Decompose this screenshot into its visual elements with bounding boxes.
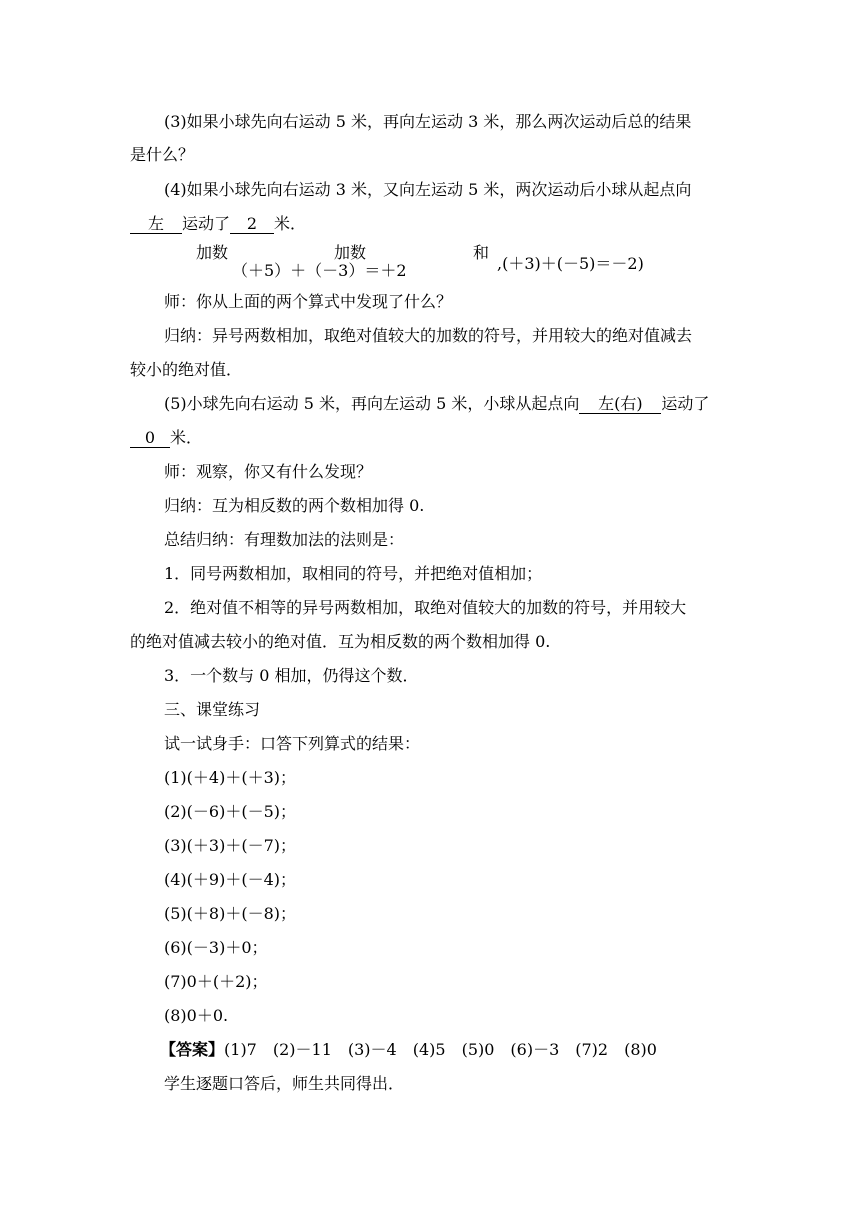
q5-line1 [164, 394, 709, 414]
q5-blank-direction: 左(右) [579, 395, 661, 414]
q4-blank-distance: 2 [230, 215, 274, 234]
q4-mid-text: 运动了 [182, 214, 231, 233]
q5-tail-text: 米． [170, 428, 203, 447]
rule-2-line1: 2．绝对值不相等的异号两数相加，取绝对值较大的加数的符号，并用较大 [164, 598, 687, 617]
exercise-item: (6)(－3)＋0； [164, 938, 268, 957]
addend-label-2: 加数 [334, 243, 367, 262]
summary-1-line1: 归纳：异号两数相加，取绝对值较大的加数的符号，并用较大的绝对值减去 [164, 326, 693, 345]
answer-text: (1)7 (2)－11 (3)－4 (4)5 (5)0 (6)－3 (7)2 (8)0 [224, 1040, 657, 1059]
exercise-item: (4)(＋9)＋(－4)； [164, 870, 296, 889]
rule-2-line2: 的绝对值减去较小的绝对值．互为相反数的两个数相加得 0. [130, 632, 551, 651]
summary-1-line2: 较小的绝对值． [130, 360, 243, 379]
section-heading: 三、课堂练习 [164, 700, 261, 719]
q5-text-post: 运动了 [661, 394, 710, 413]
summary-2: 归纳：互为相反数的两个数相加得 0. [164, 496, 425, 515]
formula-expression-2: ,(＋3)＋(－5)＝－2) [497, 254, 644, 273]
exercise-item: (5)(＋8)＋(－8)； [164, 904, 296, 923]
exercise-item: (8)0＋0. [164, 1006, 229, 1025]
rules-title: 总结归纳：有理数加法的法则是： [164, 530, 405, 549]
q4-tail-text: 米． [274, 214, 307, 233]
answer-line [160, 1040, 657, 1060]
q5-blank-distance: 0 [130, 429, 170, 448]
exercise-item: (1)(＋4)＋(＋3)； [164, 768, 296, 787]
formula-and: 和 [473, 243, 490, 262]
q3-line2: 是什么？ [130, 145, 195, 164]
q5-line2 [130, 428, 202, 448]
addend-label-1: 加数 [196, 243, 229, 262]
rule-1: 1．同号两数相加，取相同的符号，并把绝对值相加； [164, 564, 543, 583]
q5-text-pre: (5)小球先向右运动 5 米，再向左运动 5 米，小球从起点向 [164, 394, 580, 413]
rule-3: 3．一个数与 0 相加，仍得这个数． [164, 666, 419, 685]
q3-line1: (3)如果小球先向右运动 5 米，再向左运动 3 米，那么两次运动后总的结果 [164, 112, 692, 131]
exercise-item: (7)0＋(＋2)； [164, 972, 268, 991]
q4-line1: (4)如果小球先向右运动 3 米，又向左运动 5 米，两次运动后小球从起点向 [164, 180, 692, 199]
formula-expression-1: （＋5）＋（－3）＝＋2 [232, 261, 407, 280]
exercise-item: (2)(－6)＋(－5)； [164, 802, 296, 821]
q4-line2 [130, 214, 306, 234]
teacher-question-2: 师：观察，你又有什么发现？ [164, 462, 373, 481]
answer-label: 【答案】 [160, 1040, 225, 1059]
exercise-item: (3)(＋3)＋(－7)； [164, 836, 296, 855]
closing-text: 学生逐题口答后，师生共同得出． [164, 1074, 405, 1093]
q4-blank-direction: 左 [130, 215, 182, 234]
teacher-question-1: 师：你从上面的两个算式中发现了什么？ [164, 292, 453, 311]
practice-intro: 试一试身手：口答下列算式的结果： [164, 734, 421, 753]
